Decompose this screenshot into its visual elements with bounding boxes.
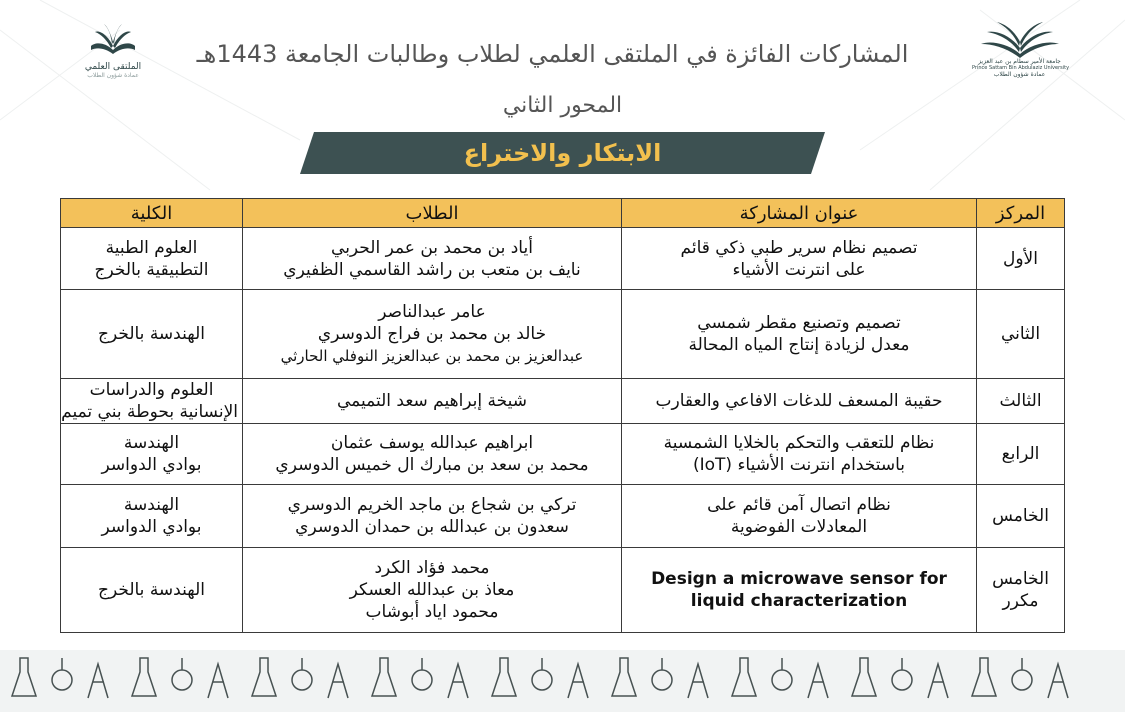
college-line: العلوم الطبية bbox=[105, 237, 198, 258]
rank-text: الأول bbox=[1003, 248, 1038, 269]
rank-cell bbox=[977, 548, 1065, 633]
header-title: عنوان المشاركة bbox=[622, 199, 977, 228]
table-row bbox=[61, 228, 1065, 290]
student-name: خالد بن محمد بن فراج الدوسري bbox=[317, 324, 547, 344]
title-line: معدل لزيادة إنتاج المياه المحالة bbox=[688, 335, 910, 355]
college-cell bbox=[61, 228, 243, 290]
category-banner bbox=[300, 132, 825, 174]
title-line: المعادلات الفوضوية bbox=[730, 517, 868, 537]
title-line: حقيبة المسعف للدغات الافاعي والعقارب bbox=[655, 391, 943, 411]
title-line: باستخدام انترنت الأشياء (IoT) bbox=[692, 455, 906, 475]
rank-cell bbox=[977, 424, 1065, 485]
title-line: تصميم نظام سرير طبي ذكي قائم bbox=[680, 237, 918, 258]
college-cell bbox=[61, 290, 243, 379]
header-rank: المركز bbox=[977, 199, 1065, 228]
rank-text: مكرر bbox=[1002, 591, 1039, 611]
science-equipment-pattern bbox=[0, 650, 1125, 712]
page-title: المشاركات الفائزة في الملتقى العلمي لطلاب وطالبات الجامعة 1443هـ bbox=[196, 40, 909, 68]
college-line: الإنسانية بحوطة بني تميم bbox=[61, 402, 238, 422]
table-row bbox=[61, 290, 1065, 379]
students-cell bbox=[243, 424, 622, 485]
table-header-row bbox=[61, 199, 1065, 228]
title-line: نظام اتصال آمن قائم على bbox=[707, 495, 891, 515]
college-line: الهندسة bbox=[123, 433, 180, 453]
students-cell bbox=[243, 548, 622, 633]
student-name: محمد فؤاد الكرد bbox=[374, 558, 490, 578]
student-name: عامر عبدالناصر bbox=[378, 302, 486, 322]
college-line: الهندسة بالخرج bbox=[98, 324, 205, 344]
college-cell bbox=[61, 485, 243, 548]
students-cell bbox=[243, 485, 622, 548]
header-students: الطلاب bbox=[243, 199, 622, 228]
college-line: العلوم والدراسات bbox=[89, 380, 214, 400]
rank-text: الثاني bbox=[1000, 324, 1041, 344]
student-name: سعدون بن عبدالله بن حمدان الدوسري bbox=[295, 517, 569, 537]
title-line: تصميم وتصنيع مقطر شمسي bbox=[697, 313, 901, 333]
title-line: على انترنت الأشياء bbox=[732, 259, 866, 280]
title-cell bbox=[622, 290, 977, 379]
student-name: معاذ بن عبدالله العسكر bbox=[349, 580, 515, 600]
title-line: liquid characterization bbox=[690, 591, 908, 611]
students-cell bbox=[243, 379, 622, 424]
university-logo bbox=[972, 20, 1070, 88]
college-line: بوادي الدواسر bbox=[101, 517, 202, 537]
college-line: الهندسة بالخرج bbox=[98, 580, 205, 600]
students-cell bbox=[243, 228, 622, 290]
title-line: Design a microwave sensor for bbox=[651, 569, 947, 589]
table-row bbox=[61, 379, 1065, 424]
college-line: الهندسة bbox=[123, 495, 180, 515]
title-line: نظام للتعقب والتحكم بالخلايا الشمسية bbox=[663, 433, 935, 453]
table-row bbox=[61, 424, 1065, 485]
scientific-forum-logo bbox=[78, 20, 148, 88]
logo-left-name: الملتقى العلمي bbox=[84, 62, 142, 72]
student-name: محمود اياد أبوشاب bbox=[365, 602, 499, 622]
rank-text: الخامس bbox=[992, 506, 1049, 526]
page-header bbox=[0, 0, 1125, 190]
rank-cell bbox=[977, 228, 1065, 290]
banner-title: الابتكار والاختراع bbox=[463, 139, 662, 167]
table-row bbox=[61, 548, 1065, 633]
student-name: نايف بن متعب بن راشد القاسمي الظفيري bbox=[283, 259, 581, 280]
rank-cell bbox=[977, 379, 1065, 424]
university-wings-logo-icon bbox=[972, 20, 1067, 58]
logo-right-line2: Prince Sattam Bin Abdulaziz University bbox=[972, 65, 1070, 71]
title-cell bbox=[622, 379, 977, 424]
rank-text: الرابع bbox=[1001, 444, 1040, 464]
rank-cell bbox=[977, 290, 1065, 379]
student-name: تركي بن شجاع بن ماجد الخريم الدوسري bbox=[287, 495, 577, 515]
rank-text: الخامس bbox=[992, 569, 1049, 589]
footer-pattern-strip bbox=[0, 650, 1125, 712]
students-cell bbox=[243, 290, 622, 379]
logo-right-line3: عمادة شؤون الطلاب bbox=[993, 71, 1046, 78]
college-cell bbox=[61, 548, 243, 633]
student-name: ابراهيم عبدالله يوسف عثمان bbox=[330, 433, 534, 453]
college-cell bbox=[61, 424, 243, 485]
student-name: محمد بن سعد بن مبارك ال خميس الدوسري bbox=[275, 455, 589, 475]
student-name: أياد بن محمد بن عمر الحربي bbox=[331, 237, 533, 258]
college-cell bbox=[61, 379, 243, 424]
college-line: بوادي الدواسر bbox=[101, 455, 202, 475]
table-row bbox=[61, 485, 1065, 548]
book-wings-logo-icon bbox=[78, 20, 148, 60]
winners-table bbox=[60, 198, 1065, 633]
student-name: عبدالعزيز بن محمد بن عبدالعزيز النوفلي الحارثي bbox=[280, 347, 584, 365]
header-college: الكلية bbox=[61, 199, 243, 228]
title-cell bbox=[622, 548, 977, 633]
title-cell bbox=[622, 424, 977, 485]
title-cell bbox=[622, 228, 977, 290]
rank-text: الثالث bbox=[999, 391, 1042, 411]
axis-subtitle: المحور الثاني bbox=[502, 93, 623, 118]
logo-right-line1: جامعة الأمير سطام بن عبد العزيز bbox=[978, 58, 1061, 65]
student-name: شيخة إبراهيم سعد التميمي bbox=[337, 391, 527, 411]
title-cell bbox=[622, 485, 977, 548]
college-line: التطبيقية بالخرج bbox=[94, 259, 209, 280]
logo-left-subtitle: عمادة شؤون الطلاب bbox=[87, 72, 139, 79]
rank-cell bbox=[977, 485, 1065, 548]
